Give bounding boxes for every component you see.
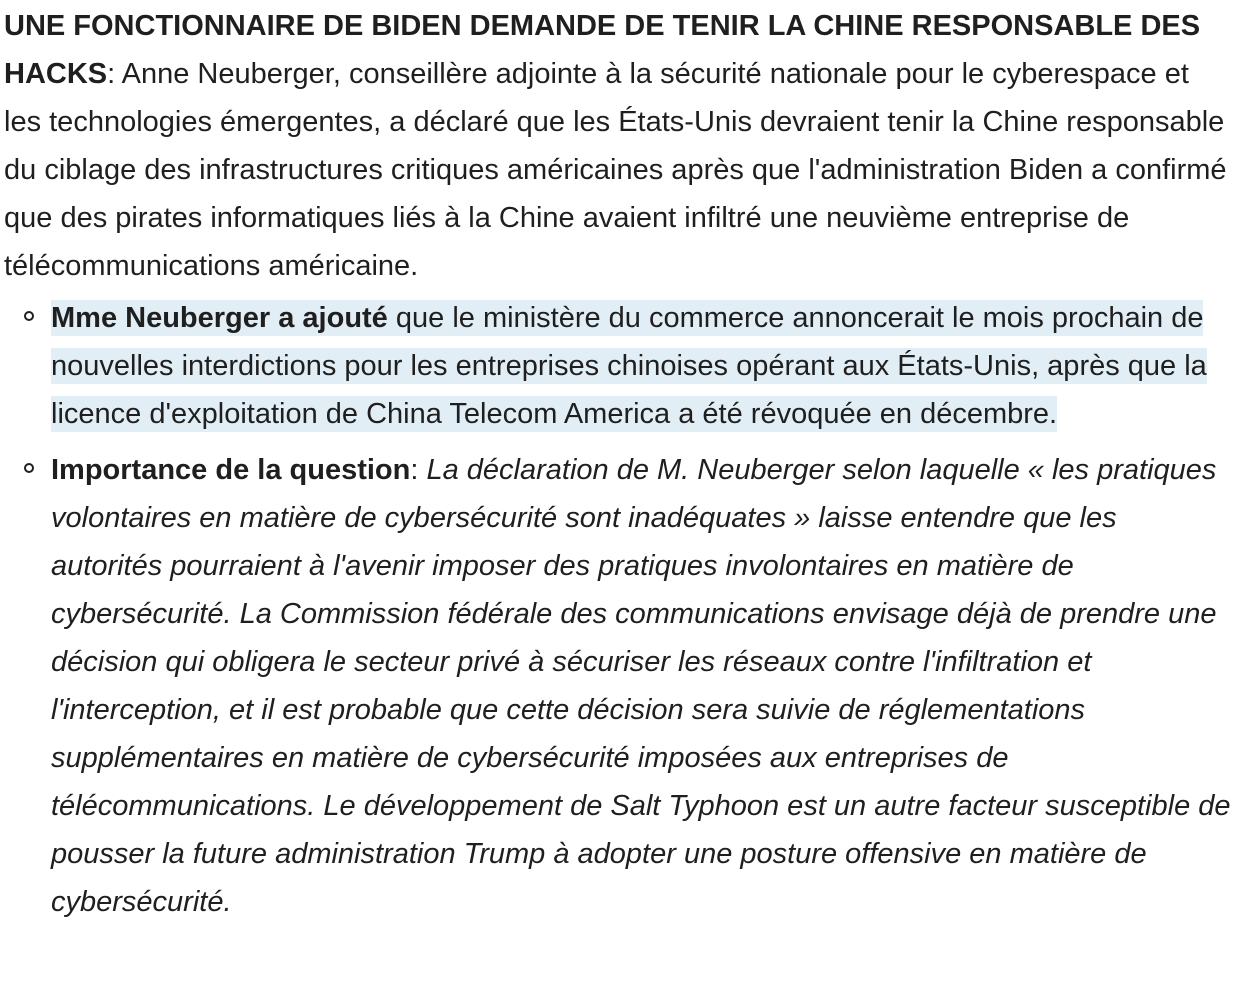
headline-separator: : (107, 58, 122, 90)
bullet-lead: Importance de la question (51, 454, 411, 486)
bullet-text: La déclaration de M. Neuberger selon laquelle « les pratiques volontaires en matière de cybersécurité sont inadéquates » laisse entendre que les autorités pourraient à l'avenir imposer des pratiques involontaires en matière de cybersécurité. La Commission fédérale des communications envisage déjà de prendre une décision qui obligera le secteur privé à sécuriser les réseaux contre l'infiltration et l'interception, et il est probable que cette décision sera suivie de réglementations supplémentaires en matière de cybersécurité imposées aux entreprises de télécommunications. Le développement de Salt Typhoon est un autre facteur susceptible de pousser la future administration Trump à adopter une posture offensive en matière de cybersécurité. (51, 454, 1231, 918)
intro-text: Anne Neuberger, conseillère adjointe à la sécurité nationale pour le cyberespace et les technologies émergentes, a déclaré que les États-Unis devraient tenir la Chine responsable du ciblage des infrastructures critiques américaines après que l'administration Biden a confirmé que des pirates informatiques liés à la Chine avaient infiltré une neuvième entreprise de télécommunications américaine. (4, 58, 1227, 282)
bullet-text: que le ministère du commerce annoncerait le mois prochain de nouvelles interdictions pour les entreprises chinoises opérant aux États-Unis, après que la licence d'exploitation de China Telecom America a été révoquée en décembre. (51, 302, 1207, 430)
list-item (4, 294, 1233, 438)
bullet-separator: : (410, 454, 427, 486)
bullet-lead: Mme Neuberger a ajouté (51, 302, 388, 334)
hollow-bullet-icon (24, 311, 34, 321)
highlighted-passage (51, 300, 1207, 432)
headline: UNE FONCTIONNAIRE DE BIDEN DEMANDE DE TENIR LA CHINE RESPONSABLE DES HACKS (4, 10, 1201, 90)
bullet-separator (388, 302, 396, 334)
hollow-bullet-icon (24, 463, 34, 473)
bullet-list (4, 294, 1233, 926)
list-item (4, 446, 1233, 926)
intro-paragraph (4, 2, 1233, 290)
